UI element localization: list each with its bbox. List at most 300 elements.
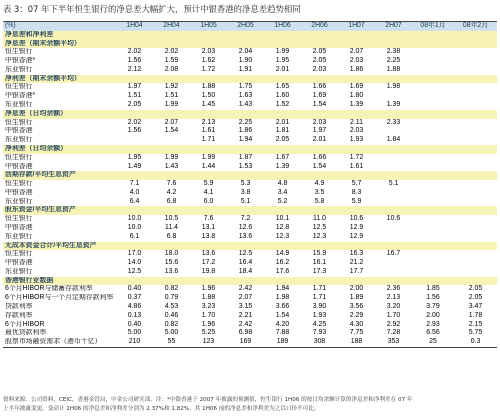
table-cell xyxy=(412,127,454,136)
table-cell: 7.2 xyxy=(240,215,251,223)
row-label: 6个月HIBOR与一个月定期存款利率 xyxy=(5,294,114,302)
row-label: 恒生银行 xyxy=(5,48,33,56)
table-cell: 12.5 xyxy=(312,223,327,231)
table-cell: 1.51 xyxy=(127,92,142,100)
table-cell: 1.59 xyxy=(164,57,179,65)
table-cell: 1.97 xyxy=(127,83,142,91)
row-label: 恒生银行 xyxy=(5,83,33,91)
row-label: 存款利率 xyxy=(5,311,33,319)
table-cell: 17.6 xyxy=(275,267,290,275)
table-cell xyxy=(412,83,454,92)
section-row xyxy=(3,145,497,154)
section-label: 无成本资金合计/平均生息资产 xyxy=(3,242,497,251)
table-cell: 2.25 xyxy=(238,118,253,126)
table-cell xyxy=(412,268,454,277)
table-cell: 1.91 xyxy=(238,65,253,73)
row-label: 贷款利率 xyxy=(5,303,33,310)
table-cell: 6.1 xyxy=(129,232,140,240)
table-header-row xyxy=(3,22,497,31)
section-label: 净息差（日均余额） xyxy=(3,110,497,119)
table-cell: 7.28 xyxy=(386,329,401,337)
table-cell: 16.3 xyxy=(349,250,364,258)
table-cell: 1.62 xyxy=(201,57,216,65)
table-cell: 5.7 xyxy=(351,180,362,188)
table-cell: 3.56 xyxy=(349,303,364,310)
table-cell xyxy=(412,215,454,224)
table-cell: 11.0 xyxy=(313,215,326,223)
table-cell: 1.44 xyxy=(201,162,216,170)
column-header: 08年1月 xyxy=(412,22,454,31)
table-cell xyxy=(454,119,497,128)
table-cell: 4.1 xyxy=(203,188,214,196)
table-cell: 2.07 xyxy=(164,118,179,126)
table-cell: 6.8 xyxy=(166,232,177,240)
row-label: 6个月HIBOR xyxy=(5,320,45,328)
table-cell: 1.86 xyxy=(238,127,253,135)
table-cell: 5.8 xyxy=(314,197,325,205)
table-cell: 10.0 xyxy=(127,223,142,231)
table-cell xyxy=(412,163,454,172)
row-label: 东亚银行 xyxy=(5,232,33,240)
table-cell: 1.97 xyxy=(312,127,327,135)
table-cell: 12.9 xyxy=(349,223,364,231)
table-row xyxy=(3,119,497,128)
table-cell: 17.7 xyxy=(349,267,364,275)
table-row xyxy=(3,303,497,312)
section-label: 香港银行业数据 xyxy=(3,277,497,286)
table-cell: 2.05 xyxy=(312,57,327,65)
table-cell: 4.86 xyxy=(127,303,142,310)
table-cell: 1.67 xyxy=(275,153,290,161)
table-cell: 0.3 xyxy=(454,338,497,347)
table-cell: 5.1 xyxy=(388,180,399,188)
table-cell: 1.96 xyxy=(201,320,216,328)
table-cell: 0.82 xyxy=(164,320,179,328)
table-row xyxy=(3,285,497,294)
table-cell: 13.6 xyxy=(201,250,216,258)
table-cell xyxy=(454,57,497,66)
table-cell: 1.95 xyxy=(127,153,142,161)
table-cell: 16.2 xyxy=(275,259,290,267)
section-row xyxy=(3,110,497,119)
table-cell: 5.3 xyxy=(240,180,251,188)
table-cell: 5.25 xyxy=(201,329,216,337)
table-cell: 1.54 xyxy=(164,127,179,135)
row-label: 东亚银行 xyxy=(5,267,33,275)
table-cell xyxy=(375,198,412,207)
table-cell: 169 xyxy=(227,338,264,347)
section-row xyxy=(3,242,497,251)
header-unit: (%) xyxy=(3,22,116,31)
table-cell xyxy=(412,92,454,101)
table-cell xyxy=(454,66,497,75)
table-cell: 19.8 xyxy=(201,267,216,275)
table-cell xyxy=(375,92,412,101)
table-cell xyxy=(454,92,497,101)
table-cell: 2.07 xyxy=(349,48,364,56)
table-cell: 1.78 xyxy=(468,311,483,319)
table-cell: 2.03 xyxy=(201,48,216,56)
table-cell xyxy=(412,259,454,268)
table-cell: 1.98 xyxy=(386,83,401,91)
table-cell: 12.5 xyxy=(127,267,142,275)
table-cell: 1.93 xyxy=(312,311,327,319)
table-cell xyxy=(375,233,412,242)
table-cell xyxy=(412,136,454,145)
table-cell: 1.85 xyxy=(426,285,440,293)
table-cell: 1.99 xyxy=(164,153,179,161)
table-cell: 1.61 xyxy=(201,127,216,135)
table-cell: 13.8 xyxy=(201,232,216,240)
row-label: 最优贷款利率 xyxy=(5,329,47,337)
column-header: 2H06 xyxy=(301,22,338,31)
table-cell xyxy=(454,48,497,57)
table-cell: 1.39 xyxy=(349,101,364,109)
table-cell xyxy=(412,119,454,128)
section-row xyxy=(3,31,497,40)
table-cell: 1.88 xyxy=(386,65,401,73)
table-cell: 3.8 xyxy=(240,188,251,196)
table-cell: 2.21 xyxy=(238,311,253,319)
table-cell: 18.0 xyxy=(164,250,179,258)
table-cell: 3.5 xyxy=(314,188,325,196)
table-cell: 1.39 xyxy=(386,101,401,109)
table-cell: 1.69 xyxy=(349,83,364,91)
column-header: 1H04 xyxy=(116,22,153,31)
table-cell: 18.4 xyxy=(238,267,253,275)
table-cell: 2.13 xyxy=(201,118,216,126)
table-cell: 10.6 xyxy=(386,215,401,223)
table-row xyxy=(3,189,497,198)
table-cell: 1.66 xyxy=(312,153,327,161)
table-cell: 0.40 xyxy=(127,285,142,293)
table-cell: 1.71 xyxy=(312,294,327,302)
table-cell: 16.1 xyxy=(312,259,327,267)
table-cell: 2.03 xyxy=(312,118,327,126)
table-cell: 21.2 xyxy=(349,259,364,267)
table-cell: 6.56 xyxy=(426,329,440,337)
table-cell: 1.65 xyxy=(275,83,290,91)
table-cell: 5.2 xyxy=(277,197,288,205)
table-cell: 3.23 xyxy=(201,303,216,310)
section-label: 活期存款/平均生息资产 xyxy=(3,171,497,180)
table-row xyxy=(3,163,497,172)
table-cell xyxy=(454,154,497,163)
table-cell: 13.6 xyxy=(238,232,253,240)
table-cell: 1.98 xyxy=(275,294,290,302)
table-cell: 1.72 xyxy=(201,65,216,73)
table-cell: 1.54 xyxy=(275,311,290,319)
table-cell: 12.3 xyxy=(275,232,290,240)
table-cell: 17.0 xyxy=(127,250,142,258)
table-cell: 7.93 xyxy=(312,329,327,337)
table-cell: 1.54 xyxy=(312,101,327,109)
table-cell: 1.75 xyxy=(238,83,253,91)
table-cell: 4.25 xyxy=(312,320,327,328)
table-cell: 3.79 xyxy=(426,303,440,310)
table-cell: 1.39 xyxy=(275,162,290,170)
row-label: 中银香港 xyxy=(5,223,33,231)
table-row xyxy=(3,329,497,338)
row-label: 恒生银行 xyxy=(5,180,33,188)
table-row xyxy=(3,92,497,101)
table-cell: 5.9 xyxy=(351,197,362,205)
table-cell: 1.66 xyxy=(312,83,327,91)
table-cell: 1.99 xyxy=(275,48,290,56)
table-cell: 2.38 xyxy=(386,48,401,56)
table-cell: 5.00 xyxy=(164,329,179,337)
table-cell xyxy=(454,136,497,145)
table-body xyxy=(3,31,497,348)
table-cell: 1.99 xyxy=(201,153,216,161)
row-label: 中银香港 xyxy=(5,162,33,170)
table-cell: 2.02 xyxy=(127,48,142,56)
table-row xyxy=(3,233,497,242)
table-cell xyxy=(454,180,497,189)
table-cell: 2.05 xyxy=(312,48,327,56)
table-cell xyxy=(412,189,454,198)
table-cell: 10.5 xyxy=(164,215,179,223)
table-cell: 2.33 xyxy=(386,118,401,126)
column-header: 08年2月 xyxy=(454,22,497,31)
table-cell xyxy=(375,127,412,136)
table-cell: 2.05 xyxy=(127,101,142,109)
table-cell xyxy=(454,127,497,136)
table-cell: 1.49 xyxy=(127,162,142,170)
table-cell: 210 xyxy=(116,338,153,347)
table-cell xyxy=(454,198,497,207)
table-cell: 12.3 xyxy=(312,232,327,240)
table-cell: 2.05 xyxy=(468,294,483,302)
table-cell xyxy=(412,48,454,57)
table-cell: 2.02 xyxy=(164,48,179,56)
table-cell: 3.4 xyxy=(277,188,288,196)
table-cell: 1.61 xyxy=(349,162,364,170)
table-cell: 2.36 xyxy=(386,285,401,293)
table-cell: 3.47 xyxy=(468,303,483,310)
table-cell: 1.81 xyxy=(275,127,290,135)
table-cell: 2.05 xyxy=(468,285,483,293)
table-cell: 4.2 xyxy=(166,188,177,196)
table-cell: 2.03 xyxy=(349,127,364,135)
table-cell: 6.8 xyxy=(166,197,177,205)
table-cell: 3.90 xyxy=(312,303,327,310)
table-cell: 123 xyxy=(190,338,227,347)
table-cell: 2.03 xyxy=(349,57,364,65)
table-cell xyxy=(116,136,153,145)
table-cell: 1.89 xyxy=(349,294,364,302)
table-cell: 2.13 xyxy=(386,294,401,302)
table-row xyxy=(3,294,497,303)
table-row xyxy=(3,66,497,75)
table-cell: 1.56 xyxy=(426,294,440,302)
table-row xyxy=(3,101,497,110)
table-cell: 1.94 xyxy=(275,285,290,293)
table-cell: 11.4 xyxy=(165,223,178,231)
table-cell: 15.9 xyxy=(312,250,327,258)
table-cell: 17.3 xyxy=(312,267,327,275)
table-cell: 5.00 xyxy=(127,329,142,337)
table-cell: 10.6 xyxy=(349,215,364,223)
table-cell xyxy=(412,154,454,163)
table-cell: 12.6 xyxy=(238,223,253,231)
table-cell: 2.29 xyxy=(349,311,364,319)
source-note-line: 资料来源：公司资料，CEIC，香港金管局，中金公司研究部。注：*中银香港于 2007 年披露的预测值，恒生银行 1H06 的按日均余额计算的净息差和净利差在 07 年 xyxy=(3,397,413,403)
source-note xyxy=(3,396,497,414)
table-cell: 2.05 xyxy=(275,136,290,144)
table-cell xyxy=(454,189,497,198)
table-cell: 1.56 xyxy=(127,127,142,135)
table-cell: 1.51 xyxy=(164,92,179,100)
table-cell: 14.0 xyxy=(127,259,142,267)
table-cell: 1.52 xyxy=(275,101,290,109)
table-cell: 2.42 xyxy=(238,320,253,328)
table-cell: 4.9 xyxy=(314,180,325,188)
table-row xyxy=(3,338,497,347)
column-header: 1H06 xyxy=(264,22,301,31)
table-cell xyxy=(454,233,497,242)
row-label: 恒生银行 xyxy=(5,153,33,161)
section-label: 净利差（日均余额） xyxy=(3,145,497,154)
table-cell: 1.99 xyxy=(164,101,179,109)
table-cell: 1.56 xyxy=(127,57,142,65)
table-cell: 2.42 xyxy=(238,285,253,293)
table-cell: 7.6 xyxy=(166,180,177,188)
table-cell: 2.01 xyxy=(312,136,327,144)
table-cell: 3.20 xyxy=(386,303,401,310)
table-cell: 353 xyxy=(375,338,412,347)
table-cell: 13.1 xyxy=(201,223,216,231)
table-cell: 5.9 xyxy=(203,180,214,188)
table-cell: 0.79 xyxy=(164,294,179,302)
table-cell xyxy=(153,136,190,145)
table-cell xyxy=(412,250,454,259)
table-cell: 1.45 xyxy=(201,101,216,109)
table-row xyxy=(3,224,497,233)
net-interest-margin-table xyxy=(3,21,497,348)
section-row xyxy=(3,75,497,84)
table-cell: 5.1 xyxy=(240,197,251,205)
table-cell: 2.01 xyxy=(275,65,290,73)
row-label: 中银香港 xyxy=(5,127,33,135)
row-label: 东亚银行 xyxy=(5,101,33,109)
table-cell: 8.3 xyxy=(351,188,362,196)
table-row xyxy=(3,136,497,145)
table-cell: 12.8 xyxy=(275,223,290,231)
table-cell: 16.7 xyxy=(386,250,401,258)
table-cell: 2.12 xyxy=(127,65,142,73)
table-cell: 15.6 xyxy=(164,259,179,267)
table-cell: 55 xyxy=(153,338,190,347)
table-cell: 10.1 xyxy=(275,215,290,223)
table-cell xyxy=(454,215,497,224)
table-cell: 1.95 xyxy=(275,57,290,65)
table-cell: 1.90 xyxy=(238,57,253,65)
table-cell xyxy=(454,250,497,259)
row-label: 中银香港* xyxy=(5,57,36,65)
table-cell xyxy=(454,224,497,233)
table-cell: 1.88 xyxy=(201,294,216,302)
table-cell: 2.25 xyxy=(386,57,401,65)
table-cell xyxy=(454,101,497,110)
row-label: 中银香港 xyxy=(5,259,33,267)
table-cell xyxy=(412,198,454,207)
table-cell: 13.6 xyxy=(164,267,179,275)
table-cell: 2.15 xyxy=(468,320,483,328)
table-cell xyxy=(412,180,454,189)
table-cell: 1.43 xyxy=(164,162,179,170)
row-label: 中银香港 xyxy=(5,188,33,196)
section-label: 股东资金/平均生息资产 xyxy=(3,206,497,215)
section-row xyxy=(3,206,497,215)
table-cell: 1.93 xyxy=(349,136,364,144)
table-cell: 7.88 xyxy=(275,329,290,337)
table-row xyxy=(3,57,497,66)
table-cell: 1.69 xyxy=(312,92,327,100)
table-cell: 4.8 xyxy=(277,180,288,188)
table-cell: 2.08 xyxy=(164,65,179,73)
table-cell: 12.9 xyxy=(349,232,364,240)
table-cell: 1.94 xyxy=(238,136,253,144)
table-cell: 0.82 xyxy=(164,285,179,293)
column-header: 1H07 xyxy=(338,22,375,31)
table-cell xyxy=(412,57,454,66)
table-cell: 2.07 xyxy=(238,294,253,302)
table-row xyxy=(3,321,497,330)
row-label: 恒生银行 xyxy=(5,250,33,258)
table-cell: 1.88 xyxy=(201,83,216,91)
table-cell xyxy=(412,66,454,75)
table-cell: 2.04 xyxy=(238,48,253,56)
column-header: 2H05 xyxy=(227,22,264,31)
table-cell: 1.70 xyxy=(201,311,216,319)
table-cell: 25 xyxy=(412,338,454,347)
table-cell: 4.53 xyxy=(164,303,179,310)
table-cell: 7.6 xyxy=(203,215,214,223)
table-cell: 1.72 xyxy=(349,153,364,161)
table-cell: 4.20 xyxy=(275,320,290,328)
table-cell: 5.75 xyxy=(468,329,483,337)
table-cell: 1.71 xyxy=(201,136,216,144)
table-row xyxy=(3,154,497,163)
table-cell: 14.9 xyxy=(275,250,290,258)
table-cell xyxy=(412,224,454,233)
table-cell: 16.4 xyxy=(238,259,253,267)
section-label: 净息差（期末余额平均） xyxy=(3,40,497,49)
table-cell: 1.86 xyxy=(349,65,364,73)
table-cell xyxy=(412,101,454,110)
table-row xyxy=(3,215,497,224)
table-cell: 2.11 xyxy=(350,118,363,126)
table-cell: 1.80 xyxy=(349,92,364,100)
table-cell: 2.93 xyxy=(426,320,440,328)
column-header: 1H05 xyxy=(190,22,227,31)
table-cell: 1.92 xyxy=(164,83,179,91)
table-cell: 12.5 xyxy=(238,250,253,258)
table-cell xyxy=(454,163,497,172)
row-label: 中银香港* xyxy=(5,92,36,100)
table-cell: 2.02 xyxy=(127,118,142,126)
table-cell: 2.03 xyxy=(312,65,327,73)
table-cell xyxy=(375,154,412,163)
table-cell: 0.37 xyxy=(127,294,142,302)
table-cell xyxy=(375,259,412,268)
table-cell xyxy=(375,268,412,277)
table-cell: 2.00 xyxy=(426,311,440,319)
section-label: 净息差和净利差 xyxy=(3,31,497,40)
table-row xyxy=(3,268,497,277)
table-cell: 0.40 xyxy=(127,320,142,328)
